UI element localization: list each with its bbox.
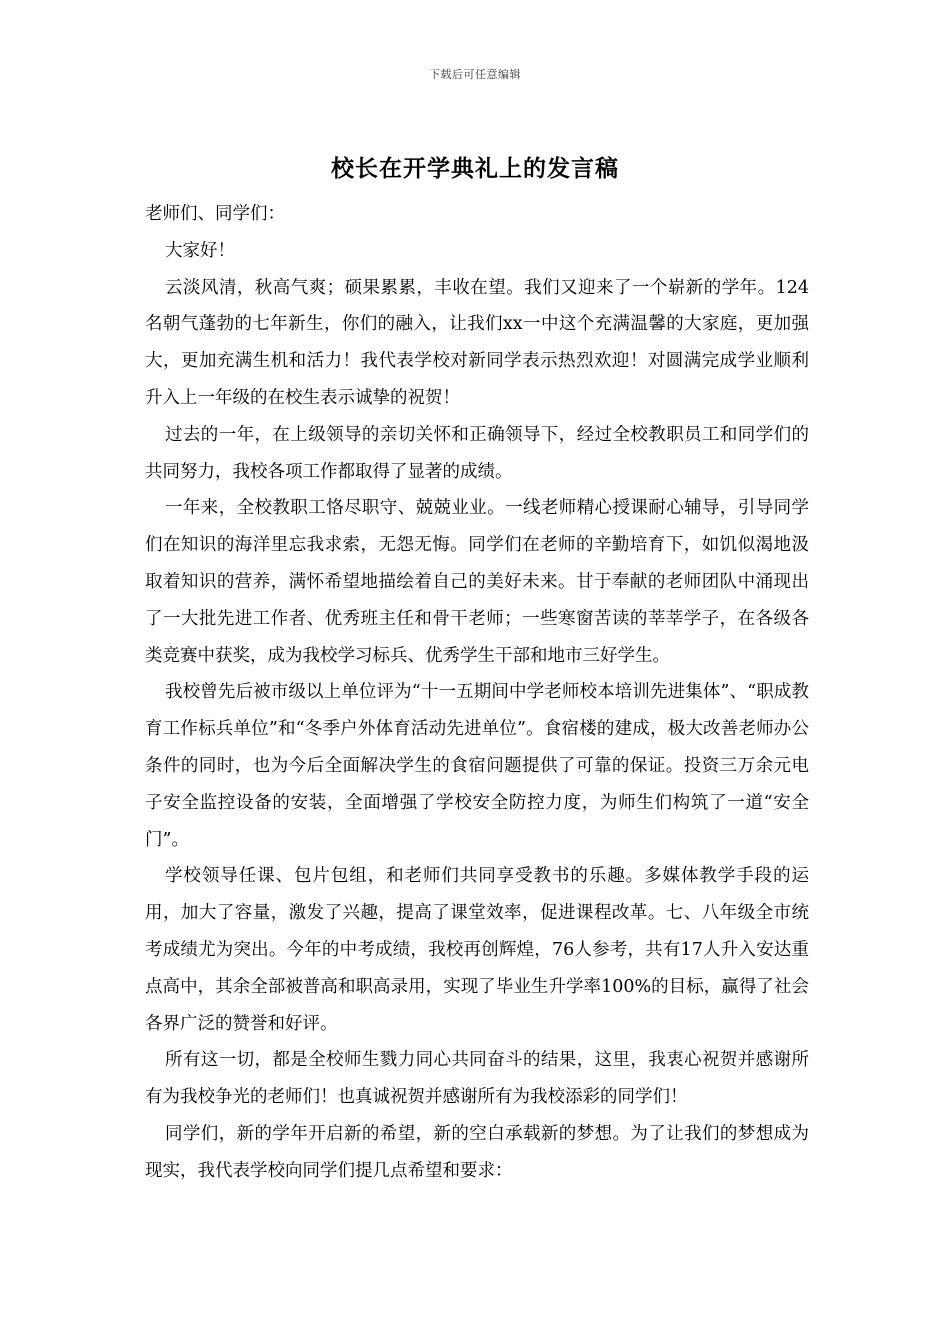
paragraph-greeting: 大家好！: [165, 240, 235, 261]
header-note: 下载后可任意编辑: [429, 68, 521, 81]
paragraph-teaching: 学校领导任课、包片包组，和老师们共同享受教书的乐趣。多媒体教学手段的运用，加大了容量，激发了兴趣，提高了课堂效率，促进课程改革。七、八年级全市统考成绩尤为突出。今年的中考成绩，我校再创辉煌，76人参考，共有17人升入安达重点高中，其余全部被普高和职高录用，实现了毕业生升学率100%的目标，赢得了社会各界广泛的赞誉和好评。: [145, 866, 809, 1034]
salutation: 老师们、同学们：: [145, 204, 285, 224]
document-body: [145, 196, 809, 1190]
paragraph-staff: 一年来，全校教职工恪尽职守、兢兢业业。一线老师精心授课耐心辅导，引导同学们在知识的海洋里忘我求索，无怨无悔。同学们在老师的辛勤培育下，如饥似渴地汲取着知识的营养，满怀希望地描绘着自己的美好未来。甘于奉献的老师团队中涌现出了一大批先进工作者、优秀班主任和骨干老师；一些寒窗苦读的莘莘学子，在各级各类竞赛中获奖，成为我校学习标兵、优秀学生干部和地市三好学生。: [145, 498, 809, 666]
paragraph-past-year: 过去的一年，在上级领导的亲切关怀和正确领导下，经过全校教职员工和同学们的共同努力，我校各项工作都取得了显著的成绩。: [145, 424, 809, 482]
paragraph-honors: 我校曾先后被市级以上单位评为“十一五期间中学老师校本培训先进集体”、“职成教育工作标兵单位”和“冬季户外体育活动先进单位”。食宿楼的建成，极大改善老师办公条件的同时，也为今后全面解决学生的食宿问题提供了可靠的保证。投资三万余元电子安全监控设备的安装，全面增强了学校安全防控力度，为师生们构筑了一道“安全门”。: [145, 682, 809, 850]
document-title: 校长在开学典礼上的发言稿: [331, 155, 619, 182]
paragraph-welcome: 云淡风清，秋高气爽；硕果累累，丰收在望。我们又迎来了一个崭新的学年。124名朝气蓬勃的七年新生，你们的融入，让我们xx一中这个充满温馨的大家庭，更加强大，更加充满生机和活力！我代表学校对新同学表示热烈欢迎！对圆满完成学业顺利升入上一年级的在校生表示诚挚的祝贺！: [145, 277, 809, 408]
paragraph-hopes: 同学们，新的学年开启新的希望，新的空白承载新的梦想。为了让我们的梦想成为现实，我代表学校向同学们提几点希望和要求：: [145, 1123, 809, 1181]
paragraph-thanks: 所有这一切，都是全校师生戮力同心共同奋斗的结果，这里，我衷心祝贺并感谢所有为我校争光的老师们！也真诚祝贺并感谢所有为我校添彩的同学们！: [145, 1050, 809, 1108]
